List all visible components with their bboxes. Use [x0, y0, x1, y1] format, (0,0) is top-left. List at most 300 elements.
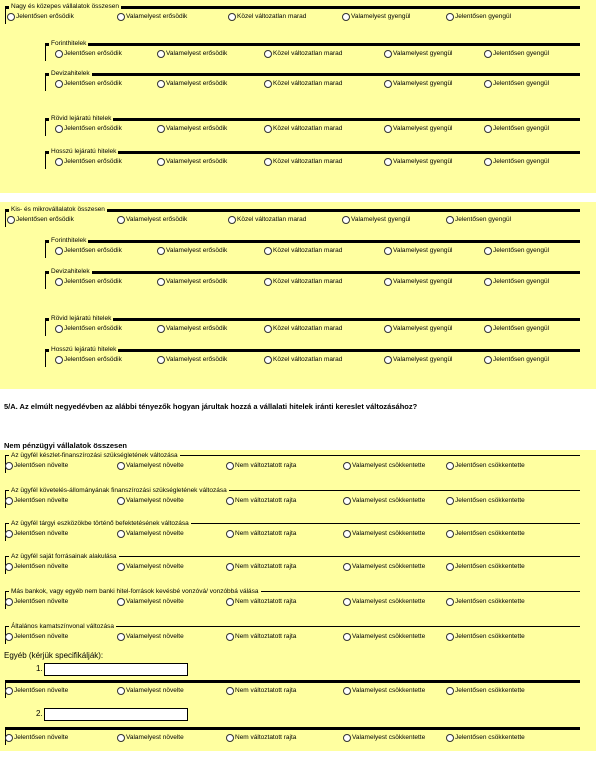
radio-button[interactable]	[226, 497, 234, 505]
radio-label: Valamelyest gyengül	[393, 247, 453, 254]
radio-option[interactable]	[264, 356, 342, 364]
group-title: Általános kamatszínvonal változása	[11, 623, 114, 630]
radio-label: Közel változatlan marad	[273, 158, 343, 165]
other-input-2[interactable]	[44, 708, 188, 721]
radio-option[interactable]	[264, 125, 342, 133]
radio-button[interactable]	[484, 278, 492, 286]
radio-label: Jelentősen erősödik	[64, 356, 122, 363]
radio-button[interactable]	[446, 462, 454, 470]
radio-label: Valamelyest csökkentette	[352, 598, 426, 605]
radio-option[interactable]	[55, 125, 122, 133]
radio-option[interactable]	[384, 50, 453, 58]
radio-option[interactable]	[5, 734, 68, 742]
radio-option[interactable]	[343, 734, 425, 742]
radio-button[interactable]	[264, 278, 272, 286]
radio-label: Valamelyest gyengül	[393, 278, 453, 285]
radio-option[interactable]	[157, 247, 227, 255]
radio-option[interactable]	[264, 247, 342, 255]
radio-label: Jelentősen csökkentette	[455, 687, 525, 694]
radio-option[interactable]	[117, 734, 184, 742]
radio-label: Valamelyest erősödik	[166, 356, 228, 363]
radio-label: Valamelyest gyengül	[393, 50, 453, 57]
radio-label: Valamelyest csökkentette	[352, 734, 426, 741]
radio-button[interactable]	[7, 216, 15, 224]
group-title: Kis- és mikrovállalatok összesen	[11, 206, 105, 213]
question-group	[45, 236, 580, 258]
question-group	[5, 205, 580, 227]
radio-button[interactable]	[446, 734, 454, 742]
radio-option[interactable]	[446, 530, 525, 538]
radio-button[interactable]	[484, 125, 492, 133]
radio-button[interactable]	[117, 563, 125, 571]
radio-button[interactable]	[484, 50, 492, 58]
radio-option[interactable]	[446, 687, 525, 695]
radio-button[interactable]	[117, 633, 125, 641]
radio-label: Valamelyest csökkentette	[352, 462, 426, 469]
radio-button[interactable]	[226, 687, 234, 695]
radio-option[interactable]	[55, 50, 122, 58]
question-group	[45, 314, 580, 336]
radio-label: Jelentősen növelte	[14, 563, 69, 570]
radio-option[interactable]	[343, 687, 425, 695]
radio-button[interactable]	[55, 325, 63, 333]
radio-option[interactable]	[446, 633, 525, 641]
radio-option[interactable]	[484, 356, 549, 364]
question-group	[5, 486, 580, 508]
radio-button[interactable]	[343, 598, 351, 606]
radio-option[interactable]	[343, 633, 425, 641]
radio-button[interactable]	[55, 125, 63, 133]
radio-label: Valamelyest növelte	[126, 633, 184, 640]
radio-label: Jelentősen csökkentette	[455, 734, 525, 741]
radio-option[interactable]	[157, 50, 227, 58]
radio-label: Közel változatlan marad	[273, 278, 343, 285]
question-group	[5, 723, 580, 745]
radio-label: Közel változatlan marad	[273, 80, 343, 87]
radio-button[interactable]	[117, 462, 125, 470]
question-group	[45, 69, 580, 91]
radio-button[interactable]	[446, 530, 454, 538]
radio-button[interactable]	[226, 598, 234, 606]
radio-option[interactable]	[446, 497, 525, 505]
radio-button[interactable]	[343, 563, 351, 571]
group-title: Az ügyfél készlet-finanszírozási szükségletének változása	[11, 452, 178, 459]
radio-option[interactable]	[55, 278, 122, 286]
group-title: Forinthitelek	[51, 237, 87, 244]
radio-label: Valamelyest csökkentette	[352, 633, 426, 640]
radio-label: Valamelyest csökkentette	[352, 687, 426, 694]
radio-option[interactable]	[226, 530, 296, 538]
radio-option[interactable]	[55, 158, 122, 166]
radio-option[interactable]	[157, 125, 227, 133]
radio-label: Jelentősen erősödik	[16, 216, 74, 223]
radio-button[interactable]	[226, 633, 234, 641]
radio-button[interactable]	[55, 278, 63, 286]
group-title: Nagy és közepes vállalatok összesen	[11, 3, 120, 10]
radio-button[interactable]	[384, 325, 392, 333]
radio-button[interactable]	[446, 497, 454, 505]
radio-button[interactable]	[384, 356, 392, 364]
question-group	[5, 676, 580, 698]
radio-button[interactable]	[157, 125, 165, 133]
question-group	[5, 587, 580, 609]
radio-option[interactable]	[55, 80, 122, 88]
radio-option[interactable]	[484, 325, 549, 333]
radio-option[interactable]	[264, 278, 342, 286]
question-group	[45, 345, 580, 367]
radio-button[interactable]	[484, 247, 492, 255]
radio-label: Jelentősen erősödik	[64, 158, 122, 165]
radio-label: Jelentősen gyengül	[493, 125, 550, 132]
radio-button[interactable]	[117, 734, 125, 742]
radio-label: Jelentősen növelte	[14, 598, 69, 605]
radio-button[interactable]	[157, 50, 165, 58]
radio-label: Közel változatlan marad	[273, 325, 343, 332]
radio-button[interactable]	[264, 325, 272, 333]
radio-button[interactable]	[384, 50, 392, 58]
radio-label: Jelentősen erősödik	[64, 278, 122, 285]
radio-button[interactable]	[342, 13, 350, 21]
radio-button[interactable]	[117, 530, 125, 538]
radio-label: Valamelyest gyengül	[351, 13, 411, 20]
radio-option[interactable]	[157, 325, 227, 333]
radio-option[interactable]	[264, 50, 342, 58]
radio-button[interactable]	[446, 13, 454, 21]
radio-option[interactable]	[226, 497, 296, 505]
radio-button[interactable]	[384, 158, 392, 166]
radio-option[interactable]	[117, 497, 184, 505]
radio-button[interactable]	[157, 278, 165, 286]
radio-button[interactable]	[157, 356, 165, 364]
group-title: Devizahitelek	[51, 268, 90, 275]
radio-button[interactable]	[484, 80, 492, 88]
radio-label: Jelentősen gyengül	[493, 247, 550, 254]
radio-label: Jelentősen gyengül	[455, 13, 512, 20]
radio-label: Jelentősen gyengül	[493, 356, 550, 363]
radio-button[interactable]	[117, 216, 125, 224]
radio-label: Valamelyest gyengül	[393, 158, 453, 165]
radio-label: Valamelyest gyengül	[393, 356, 453, 363]
radio-button[interactable]	[343, 530, 351, 538]
radio-option[interactable]	[226, 687, 296, 695]
radio-button[interactable]	[55, 356, 63, 364]
radio-option[interactable]	[343, 598, 425, 606]
radio-label: Jelentősen növelte	[14, 530, 69, 537]
radio-label: Nem változtatott rajta	[235, 687, 297, 694]
radio-option[interactable]	[446, 216, 511, 224]
radio-label: Jelentősen növelte	[14, 462, 69, 469]
radio-option[interactable]	[117, 563, 184, 571]
radio-label: Közel változatlan marad	[273, 356, 343, 363]
radio-button[interactable]	[157, 80, 165, 88]
radio-label: Valamelyest erősödik	[166, 158, 228, 165]
radio-option[interactable]	[228, 13, 306, 21]
radio-option[interactable]	[484, 50, 549, 58]
radio-button[interactable]	[228, 13, 236, 21]
question-group	[45, 147, 580, 169]
radio-option[interactable]	[484, 158, 549, 166]
radio-label: Jelentősen növelte	[14, 687, 69, 694]
radio-button[interactable]	[55, 80, 63, 88]
radio-option[interactable]	[5, 462, 68, 470]
radio-option[interactable]	[226, 563, 296, 571]
nonfinancial-title: Nem pénzügyi vállalatok összesen	[4, 441, 127, 450]
group-title: Az ügyfél tárgyi eszközökbe történő befektetésének változása	[11, 520, 189, 527]
radio-label: Valamelyest csökkentette	[352, 530, 426, 537]
radio-label: Valamelyest gyengül	[393, 80, 453, 87]
radio-option[interactable]	[117, 216, 187, 224]
radio-option[interactable]	[117, 687, 184, 695]
group-title: Hosszú lejáratú hitelek	[51, 148, 117, 155]
radio-label: Jelentősen csökkentette	[455, 497, 525, 504]
radio-button[interactable]	[343, 497, 351, 505]
radio-button[interactable]	[5, 633, 13, 641]
question-5a-heading: 5/A. Az elmúlt negyedévben az alábbi tényezők hogyan járultak hozzá a vállalati hitelek iránti kereslet változásához?	[4, 402, 418, 411]
radio-button[interactable]	[484, 158, 492, 166]
group-title: Forinthitelek	[51, 40, 87, 47]
radio-option[interactable]	[5, 563, 68, 571]
radio-option[interactable]	[117, 462, 184, 470]
radio-option[interactable]	[157, 356, 227, 364]
radio-option[interactable]	[5, 687, 68, 695]
radio-label: Valamelyest növelte	[126, 687, 184, 694]
radio-label: Valamelyest erősödik	[166, 247, 228, 254]
radio-option[interactable]	[264, 158, 342, 166]
radio-label: Valamelyest növelte	[126, 530, 184, 537]
radio-option[interactable]	[384, 80, 453, 88]
radio-button[interactable]	[446, 633, 454, 641]
radio-label: Valamelyest gyengül	[393, 325, 453, 332]
radio-label: Valamelyest erősödik	[166, 80, 228, 87]
radio-button[interactable]	[55, 50, 63, 58]
question-group	[5, 552, 580, 574]
radio-button[interactable]	[446, 687, 454, 695]
radio-option[interactable]	[343, 462, 425, 470]
radio-option[interactable]	[5, 530, 68, 538]
radio-label: Jelentősen növelte	[14, 633, 69, 640]
radio-label: Közel változatlan marad	[273, 125, 343, 132]
radio-button[interactable]	[157, 247, 165, 255]
radio-label: Valamelyest növelte	[126, 734, 184, 741]
radio-label: Jelentősen erősödik	[16, 13, 74, 20]
radio-label: Valamelyest erősödik	[126, 13, 188, 20]
radio-button[interactable]	[5, 687, 13, 695]
radio-button[interactable]	[343, 687, 351, 695]
radio-option[interactable]	[264, 325, 342, 333]
question-group	[5, 519, 580, 541]
radio-button[interactable]	[117, 13, 125, 21]
radio-option[interactable]	[343, 497, 425, 505]
group-title: Az ügyfél saját forrásainak alakulása	[11, 553, 117, 560]
radio-option[interactable]	[228, 216, 306, 224]
radio-option[interactable]	[446, 563, 525, 571]
radio-label: Jelentősen csökkentette	[455, 530, 525, 537]
radio-label: Valamelyest csökkentette	[352, 563, 426, 570]
radio-label: Közel változatlan marad	[273, 50, 343, 57]
radio-button[interactable]	[55, 247, 63, 255]
radio-label: Közel változatlan marad	[237, 216, 307, 223]
radio-button[interactable]	[5, 598, 13, 606]
radio-button[interactable]	[7, 13, 15, 21]
radio-option[interactable]	[117, 530, 184, 538]
radio-button[interactable]	[157, 158, 165, 166]
radio-option[interactable]	[5, 598, 68, 606]
question-group	[45, 39, 580, 61]
radio-option[interactable]	[343, 563, 425, 571]
radio-option[interactable]	[484, 278, 549, 286]
radio-label: Nem változtatott rajta	[235, 563, 297, 570]
radio-button[interactable]	[484, 325, 492, 333]
radio-option[interactable]	[226, 462, 296, 470]
radio-button[interactable]	[264, 125, 272, 133]
radio-option[interactable]	[226, 734, 296, 742]
radio-option[interactable]	[117, 633, 184, 641]
radio-label: Valamelyest gyengül	[351, 216, 411, 223]
radio-label: Jelentősen gyengül	[493, 158, 550, 165]
radio-option[interactable]	[55, 247, 122, 255]
radio-option[interactable]	[384, 158, 453, 166]
radio-option[interactable]	[384, 247, 453, 255]
radio-label: Jelentősen erősödik	[64, 325, 122, 332]
radio-option[interactable]	[446, 13, 511, 21]
radio-button[interactable]	[226, 563, 234, 571]
question-group	[5, 451, 580, 473]
radio-label: Nem változtatott rajta	[235, 598, 297, 605]
radio-label: Jelentősen csökkentette	[455, 563, 525, 570]
radio-label: Valamelyest erősödik	[166, 325, 228, 332]
radio-label: Nem változtatott rajta	[235, 497, 297, 504]
radio-label: Nem változtatott rajta	[235, 530, 297, 537]
radio-button[interactable]	[484, 356, 492, 364]
radio-label: Jelentősen csökkentette	[455, 633, 525, 640]
radio-button[interactable]	[157, 325, 165, 333]
radio-button[interactable]	[226, 462, 234, 470]
question-group	[5, 622, 580, 644]
radio-label: Közel változatlan marad	[237, 13, 307, 20]
radio-button[interactable]	[5, 530, 13, 538]
radio-button[interactable]	[343, 734, 351, 742]
radio-option[interactable]	[484, 125, 549, 133]
radio-label: Jelentősen gyengül	[493, 325, 550, 332]
radio-button[interactable]	[117, 598, 125, 606]
radio-label: Nem változtatott rajta	[235, 734, 297, 741]
radio-button[interactable]	[384, 80, 392, 88]
radio-option[interactable]	[446, 462, 525, 470]
radio-button[interactable]	[446, 563, 454, 571]
radio-option[interactable]	[226, 598, 296, 606]
group-title: Az ügyfél követelés-állományának finanszírozási szükségletének változása	[11, 487, 227, 494]
radio-button[interactable]	[5, 563, 13, 571]
radio-option[interactable]	[384, 125, 453, 133]
radio-option[interactable]	[446, 598, 525, 606]
radio-label: Nem változtatott rajta	[235, 462, 297, 469]
radio-button[interactable]	[343, 462, 351, 470]
question-group	[5, 2, 580, 24]
other-input-1[interactable]	[44, 663, 188, 676]
radio-option[interactable]	[384, 325, 453, 333]
radio-option[interactable]	[484, 247, 549, 255]
radio-option[interactable]	[226, 633, 296, 641]
radio-button[interactable]	[446, 598, 454, 606]
radio-option[interactable]	[157, 158, 227, 166]
radio-button[interactable]	[226, 734, 234, 742]
radio-button[interactable]	[446, 216, 454, 224]
radio-label: Jelentősen növelte	[14, 497, 69, 504]
radio-option[interactable]	[55, 356, 122, 364]
radio-option[interactable]	[484, 80, 549, 88]
radio-label: Jelentősen erősödik	[64, 80, 122, 87]
radio-option[interactable]	[264, 80, 342, 88]
radio-label: Valamelyest csökkentette	[352, 497, 426, 504]
radio-option[interactable]	[5, 497, 68, 505]
radio-option[interactable]	[117, 598, 184, 606]
group-title: Rövid lejáratú hitelek	[51, 315, 112, 322]
radio-button[interactable]	[384, 125, 392, 133]
radio-label: Jelentősen csökkentette	[455, 462, 525, 469]
radio-option[interactable]	[384, 356, 453, 364]
radio-label: Valamelyest növelte	[126, 497, 184, 504]
radio-label: Valamelyest erősödik	[166, 50, 228, 57]
radio-option[interactable]	[55, 325, 122, 333]
radio-label: Valamelyest növelte	[126, 462, 184, 469]
radio-option[interactable]	[117, 13, 187, 21]
radio-button[interactable]	[342, 216, 350, 224]
other-number-1: 1.	[36, 664, 43, 673]
radio-option[interactable]	[7, 13, 74, 21]
question-group	[45, 267, 580, 289]
radio-option[interactable]	[343, 530, 425, 538]
radio-button[interactable]	[384, 278, 392, 286]
radio-label: Jelentősen erősödik	[64, 247, 122, 254]
radio-option[interactable]	[446, 734, 525, 742]
radio-option[interactable]	[384, 278, 453, 286]
radio-button[interactable]	[384, 247, 392, 255]
radio-option[interactable]	[157, 80, 227, 88]
radio-button[interactable]	[228, 216, 236, 224]
radio-button[interactable]	[343, 633, 351, 641]
radio-option[interactable]	[7, 216, 74, 224]
radio-label: Közel változatlan marad	[273, 247, 343, 254]
radio-option[interactable]	[5, 633, 68, 641]
radio-button[interactable]	[226, 530, 234, 538]
group-title: Hosszú lejáratú hitelek	[51, 346, 117, 353]
radio-option[interactable]	[157, 278, 227, 286]
radio-button[interactable]	[264, 158, 272, 166]
other-label: Egyéb (kérjük specifikálják):	[4, 651, 104, 660]
radio-button[interactable]	[264, 80, 272, 88]
radio-button[interactable]	[5, 734, 13, 742]
radio-label: Valamelyest növelte	[126, 563, 184, 570]
radio-button[interactable]	[5, 462, 13, 470]
radio-label: Jelentősen gyengül	[493, 50, 550, 57]
radio-option[interactable]	[342, 13, 411, 21]
radio-option[interactable]	[342, 216, 411, 224]
radio-label: Nem változtatott rajta	[235, 633, 297, 640]
radio-button[interactable]	[264, 356, 272, 364]
radio-button[interactable]	[5, 497, 13, 505]
radio-label: Jelentősen erősödik	[64, 50, 122, 57]
radio-button[interactable]	[264, 247, 272, 255]
question-group	[45, 114, 580, 136]
radio-button[interactable]	[55, 158, 63, 166]
radio-button[interactable]	[264, 50, 272, 58]
group-title: Más bankok, vagy egyéb nem banki hitel-források kevésbé vonzóvá/ vonzóbbá válása	[11, 588, 259, 595]
group-title: Rövid lejáratú hitelek	[51, 115, 112, 122]
radio-label: Jelentősen erősödik	[64, 125, 122, 132]
radio-button[interactable]	[117, 497, 125, 505]
radio-button[interactable]	[117, 687, 125, 695]
radio-label: Jelentősen csökkentette	[455, 598, 525, 605]
